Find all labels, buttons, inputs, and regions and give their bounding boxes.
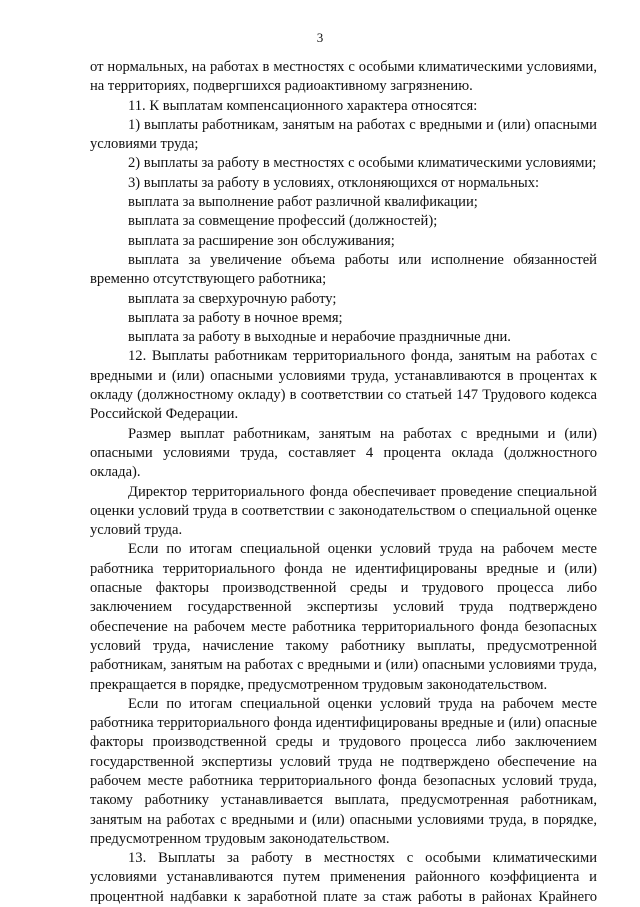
paragraph: Размер выплат работникам, занятым на работах с вредными и (или) опасными условиями труда, составляет 4 процента оклада (должностного оклада). bbox=[90, 425, 597, 481]
paragraph: 13. Выплаты за работу в местностях с особыми климатическими условиями устанавливаются путем применения районного коэффициента и процентной надбавки к заработной плате за стаж работы в районах Крайнего bbox=[90, 850, 597, 905]
page-number: 3 bbox=[316, 30, 324, 45]
paragraph: от нормальных, на работах в местностях с особыми климатическими условиями, на территориях, подвергшихся радиоактивному загрязнению. bbox=[90, 59, 597, 95]
paragraph: Директор территориального фонда обеспечивает проведение специальной оценки условий труда в соответствии с законодательством о специальной оценке условий труда. bbox=[90, 483, 597, 539]
paragraph: выплата за сверхурочную работу; bbox=[128, 290, 337, 307]
paragraph: 11. К выплатам компенсационного характера относятся: bbox=[128, 97, 478, 114]
document-body bbox=[90, 58, 597, 907]
paragraph: выплата за выполнение работ различной квалификации; bbox=[128, 194, 478, 211]
paragraph: 2) выплаты за работу в местностях с особыми климатическими условиями; bbox=[128, 155, 597, 172]
paragraph: выплата за работу в ночное время; bbox=[128, 309, 343, 326]
paragraph: выплата за работу в выходные и нерабочие праздничные дни. bbox=[128, 329, 511, 346]
paragraph: выплата за расширение зон обслуживания; bbox=[128, 232, 395, 249]
paragraph: Если по итогам специальной оценки условий труда на рабочем месте работника территориального фонда не идентифицированы вредные и (или) опасные факторы производственной среды и трудового процесса либо заключением государственной экспертизы условий труда подтверждено обеспечение на рабочем месте работника территориального фонда безопасных условий труда, начисление такому работнику выплаты, предусмотренной работникам, занятым на работах с вредными и (или) опасными условиями труда, прекращается в порядке, предусмотренном трудовым законодательством. bbox=[90, 541, 597, 693]
paragraph: Если по итогам специальной оценки условий труда на рабочем месте работника территориального фонда идентифицированы вредные и (или) опасные факторы производственной среды и трудового процесса либо заключением государственной экспертизы условий труда не подтверждено обеспечение на рабочем месте работника территориального фонда безопасных условий труда, такому работнику устанавливается выплата, предусмотренная работникам, занятым на работах с вредными и (или) опасными условиями труда, в порядке, предусмотренном трудовым законодательством. bbox=[90, 695, 597, 847]
paragraph: 3) выплаты за работу в условиях, отклоняющихся от нормальных: bbox=[128, 174, 540, 191]
paragraph: выплата за совмещение профессий (должностей); bbox=[128, 213, 438, 230]
paragraph: 12. Выплаты работникам территориального фонда, занятым на работах с вредными и (или) опасными условиями труда, устанавливаются в процентах к окладу (должностному окладу) в соответствии со статьей 147 Трудового кодекса Российской Федерации. bbox=[90, 348, 597, 423]
paragraph: 1) выплаты работникам, занятым на работах с вредными и (или) опасными условиями труда; bbox=[90, 116, 597, 153]
paragraph: выплата за увеличение объема работы или исполнение обязанностей временно отсутствующего работника; bbox=[90, 251, 597, 288]
